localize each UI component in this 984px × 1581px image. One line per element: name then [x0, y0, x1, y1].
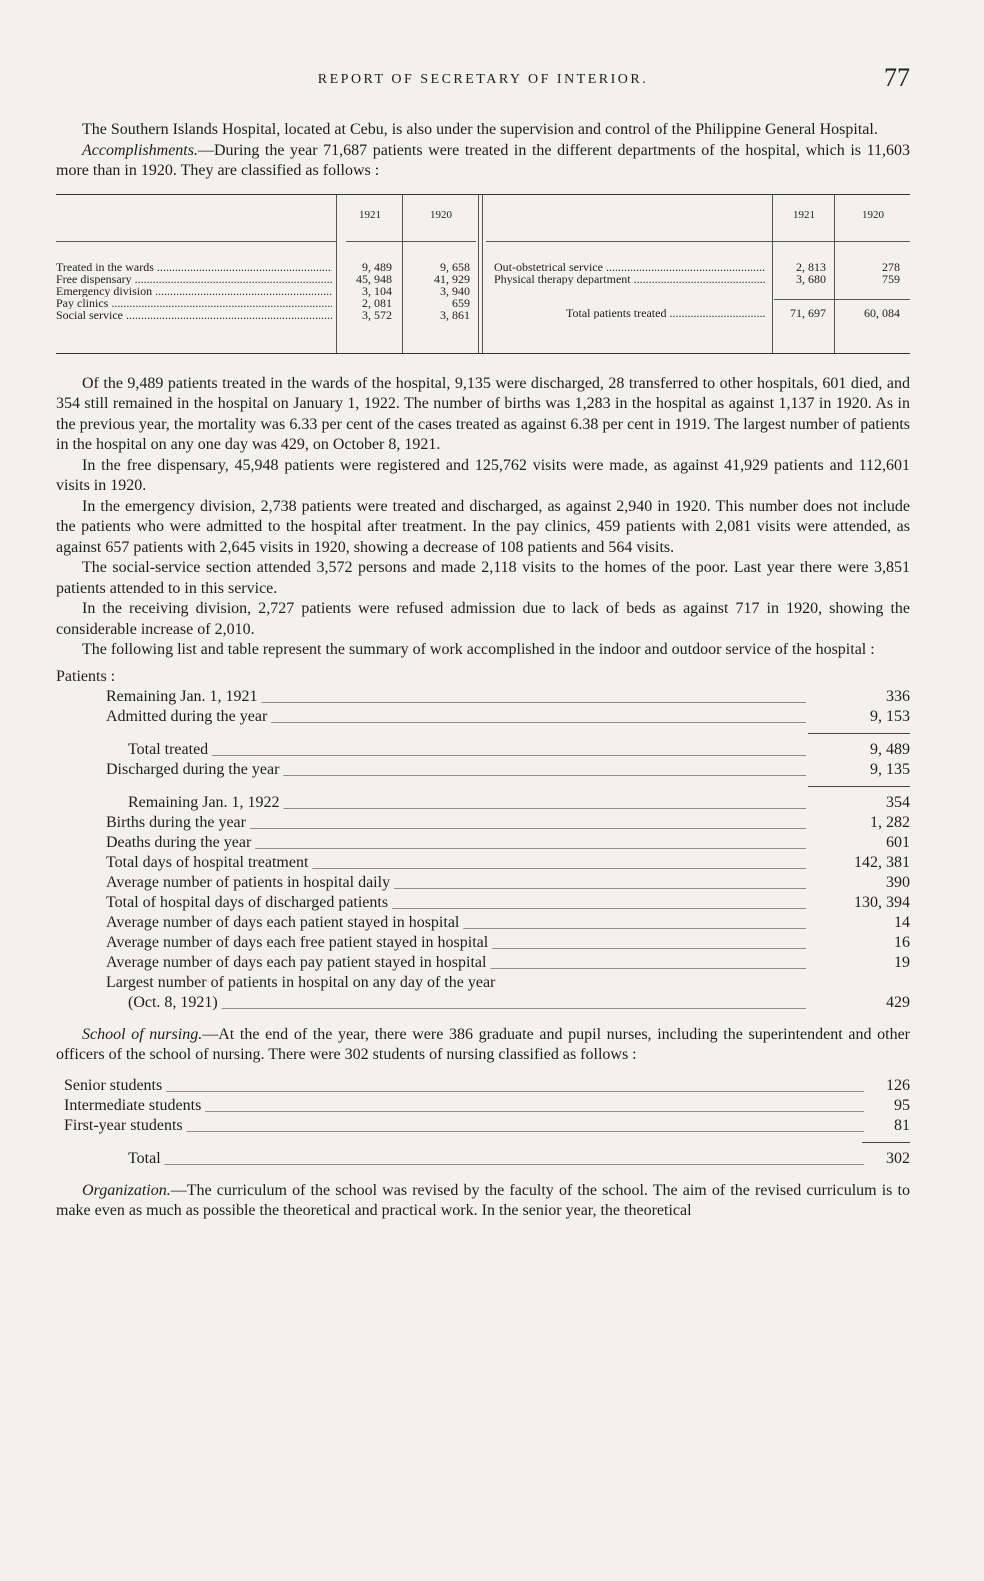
nursing-heading: School of nursing.	[82, 1025, 203, 1043]
list-item: Total treated _____ 9, 489	[56, 740, 910, 760]
table-row: Emergency division ..... 3, 104 3, 940	[56, 285, 476, 297]
patients-summary-table	[56, 194, 910, 354]
list-item: Total _____ 302	[56, 1149, 910, 1169]
dispensary-paragraph: In the free dispensary, 45,948 patients were registered and 125,762 visits were made, as against 41,929 patients and 112,601 visits in 1920.	[56, 456, 910, 494]
nursing-section	[56, 1025, 910, 1169]
receiving-paragraph: In the receiving division, 2,727 patients were refused admission due to lack of beds as against 717 in 1920, showing the considerable increase of 2,010.	[56, 600, 910, 638]
list-item: Remaining Jan. 1, 1921 _____ 336	[56, 687, 910, 707]
list-item: Discharged during the year _____ 9, 135	[56, 760, 910, 780]
list-item: Admitted during the year _____ 9, 153	[56, 707, 910, 727]
list-item: Average number of days each free patient stayed in hospital _____ 16	[56, 933, 910, 953]
list-item: Average number of patients in hospital daily _____ 390	[56, 873, 910, 893]
list-item: Intermediate students _____ 95	[56, 1096, 910, 1116]
list-item: Largest number of patients in hospital on any day of the year	[106, 973, 496, 991]
patients-group-2	[56, 740, 910, 780]
organization-paragraph	[56, 1181, 910, 1222]
table-row: Social service ..... 3, 572 3, 861	[56, 309, 476, 321]
list-item: Deaths during the year _____ 601	[56, 833, 910, 853]
header-year-1920-right: 1920	[862, 208, 884, 221]
intro-section	[56, 120, 910, 182]
patients-group-1	[56, 687, 910, 727]
wards-paragraph: Of the 9,489 patients treated in the wards of the hospital, 9,135 were discharged, 28 transferred to other hospitals, 601 died, and 354 still remained in the hospital on January 1, 1922. The number of births was 1,283 in the hospital as against 1,137 in 1920. As in the previous year, the mortality was 6.33 per cent of the cases treated as against 6.38 per cent in 1919. The largest number of patients in the hospital on any one day was 429, on October 8, 1921.	[56, 374, 910, 453]
running-head: REPORT OF SECRETARY OF INTERIOR.	[317, 72, 649, 87]
patients-group-3	[56, 793, 910, 1013]
organization-heading: Organization.	[82, 1181, 171, 1199]
patients-heading: Patients :	[56, 667, 116, 685]
emergency-paragraph: In the emergency division, 2,738 patients were treated and discharged, as against 2,940 in 1920. This number does not include the patients who were admitted to the hospital after treatment. In the pay clinics, 459 patients with 2,081 visits were attended, as against 657 patients with 2,645 visits in 1920, showing a decrease of 108 patients and 564 visits.	[56, 497, 910, 556]
list-item: First-year students _____ 81	[56, 1116, 910, 1136]
list-item: Total days of hospital treatment _____ 142, 381	[56, 853, 910, 873]
list-item: Average number of days each pay patient stayed in hospital _____ 19	[56, 953, 910, 973]
accomplishments-paragraph	[56, 141, 910, 182]
organization-section	[56, 1181, 910, 1222]
nursing-paragraph	[56, 1025, 910, 1066]
table-total-row: Total patients treated ..... 71, 697 60, 084	[486, 307, 910, 319]
list-item: Senior students _____ 126	[56, 1076, 910, 1096]
table-row: Treated in the wards ..... 9, 489 9, 658 Out-obstetrical service ..... 2, 813 278	[56, 261, 910, 273]
header-year-1921-left: 1921	[359, 208, 381, 221]
nursing-list	[56, 1076, 910, 1169]
header-year-1920-left: 1920	[430, 208, 452, 221]
list-item: Total of hospital days of discharged patients _____ 130, 394	[56, 893, 910, 913]
intro-paragraph: The Southern Islands Hospital, located at Cebu, is also under the supervision and control of the Philippine General Hospital.	[82, 121, 878, 138]
accomplishments-text: —During the year 71,687 patients were treated in the different departments of the hospital, which is 11,603 more than in 1920. They are classified as follows :	[56, 141, 910, 179]
accomplishments-heading: Accomplishments.	[82, 141, 198, 159]
header-year-1921-right: 1921	[793, 208, 815, 221]
social-service-paragraph: The social-service section attended 3,572 persons and made 2,118 visits to the homes of the poor. Last year there were 3,851 patients attended to in this service.	[56, 559, 910, 597]
body-paragraphs	[56, 374, 910, 661]
page-number: 77	[884, 63, 910, 92]
list-item: Remaining Jan. 1, 1922 _____ 354	[56, 793, 910, 813]
organization-text: —The curriculum of the school was revised by the faculty of the school. The aim of the revised curriculum is to make even as much as possible the theoretical and practical work. In the senior year, the theoretical	[56, 1181, 910, 1219]
document-page	[56, 60, 910, 1222]
summary-intro-paragraph: The following list and table represent the summary of work accomplished in the indoor and outdoor service of the hospital :	[82, 641, 875, 658]
page-header	[56, 60, 910, 96]
table-row: Pay clinics ..... 2, 081 659	[56, 297, 476, 309]
list-item: Average number of days each patient stayed in hospital _____ 14	[56, 913, 910, 933]
list-item: Births during the year _____ 1, 282	[56, 813, 910, 833]
list-item: (Oct. 8, 1921) _____ 429	[56, 993, 910, 1013]
table-row: Free dispensary ..... 45, 948 41, 929 Physical therapy department ..... 3, 680 759	[56, 273, 910, 285]
nursing-text: —At the end of the year, there were 386 graduate and pupil nurses, including the superintendent and other officers of the school of nursing. There were 302 students of nursing classified as follows :	[56, 1025, 911, 1063]
